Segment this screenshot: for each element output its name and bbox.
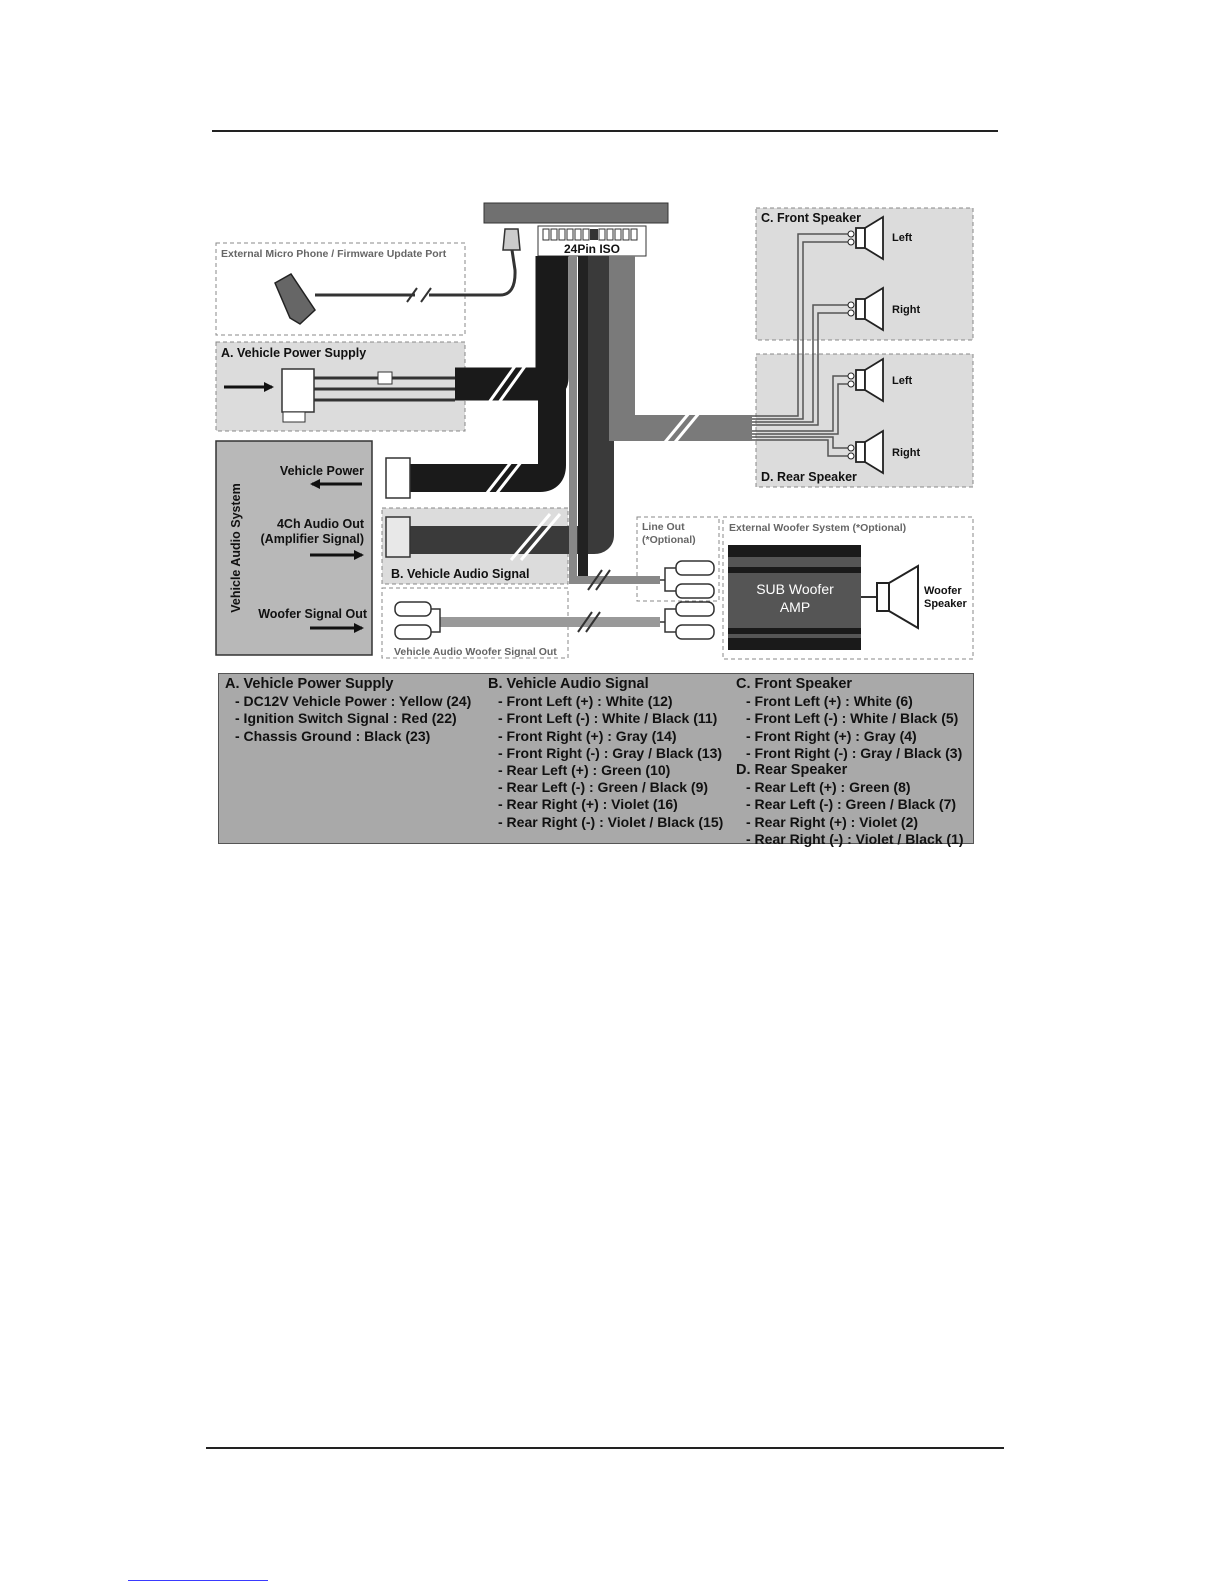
legend-item: - Front Right (-) : Gray / Black (3) — [746, 744, 963, 761]
power-cable — [455, 256, 552, 384]
speaker-harness-cable — [622, 256, 752, 428]
legend-item: - Rear Left (+) : Green (8) — [746, 779, 911, 796]
ext-woofer-label: External Woofer System (*Optional) — [729, 522, 907, 534]
audio-out-plug — [386, 517, 410, 557]
sub-amp-label-1: SUB Woofer — [756, 581, 834, 597]
mic-port-label: External Micro Phone / Firmware Update Port — [221, 248, 447, 260]
mic-plug — [503, 229, 520, 250]
woofer-speaker-label-1: Woofer — [924, 585, 962, 597]
legend-item: - Front Right (-) : Gray / Black (13) — [498, 744, 723, 761]
sub-woofer-amp — [728, 545, 861, 650]
legend-item: - Front Left (+) : White (12) — [498, 693, 673, 710]
front-left-label: Left — [892, 232, 913, 244]
wire-color-legend — [218, 673, 974, 847]
vehicle-power-label: Vehicle Power — [279, 464, 364, 478]
legend-title-d: D. Rear Speaker — [736, 762, 848, 779]
legend-item: - Front Left (-) : White / Black (5) — [746, 710, 959, 727]
legend-column-cd — [736, 676, 964, 848]
rear-speaker-label: D. Rear Speaker — [761, 470, 857, 484]
front-speaker-label: C. Front Speaker — [761, 211, 862, 225]
head-unit — [484, 203, 668, 223]
power-supply-label: A. Vehicle Power Supply — [221, 346, 367, 360]
connector-label: 24Pin ISO — [563, 242, 621, 256]
legend-item: - Rear Right (+) : Violet (16) — [498, 796, 678, 813]
legend-item: - Rear Left (-) : Green / Black (9) — [498, 779, 709, 796]
legend-item: - DC12V Vehicle Power : Yellow (24) — [235, 693, 472, 710]
legend-item: - Front Right (+) : Gray (4) — [746, 727, 917, 744]
sub-amp-label-2: AMP — [779, 599, 811, 615]
woofer-signal-box-label: Vehicle Audio Woofer Signal Out — [394, 646, 557, 658]
connector-key — [590, 229, 598, 240]
legend-item: - Rear Left (-) : Green / Black (7) — [746, 796, 957, 813]
audio-out-label-1: 4Ch Audio Out — [276, 517, 364, 531]
audio-signal-label: B. Vehicle Audio Signal — [391, 567, 530, 581]
woofer-speaker-label-2: Speaker — [924, 598, 967, 610]
legend-item: - Rear Right (+) : Violet (2) — [746, 813, 919, 830]
legend-item: - Front Left (+) : White (6) — [746, 693, 913, 710]
legend-title-c: C. Front Speaker — [736, 676, 853, 692]
vehicle-audio-system-label: Vehicle Audio System — [229, 483, 243, 613]
rear-left-label: Left — [892, 375, 913, 387]
line-out-label-2: (*Optional) — [642, 534, 696, 546]
legend-item: - Rear Right (-) : Violet / Black (15) — [498, 813, 724, 830]
legend-item: - Ignition Switch Signal : Red (22) — [235, 710, 457, 727]
legend-title-a: A. Vehicle Power Supply — [225, 676, 394, 692]
legend-column-a — [225, 676, 471, 745]
legend-column-b — [488, 676, 723, 831]
legend-item: - Chassis Ground : Black (23) — [235, 727, 431, 744]
legend-item: - Front Left (-) : White / Black (11) — [498, 710, 718, 727]
front-right-label: Right — [892, 304, 921, 316]
legend-item: - Rear Right (-) : Violet / Black (1) — [746, 830, 964, 847]
line-out-label-1: Line Out — [642, 521, 685, 533]
legend-item: - Rear Left (+) : Green (10) — [498, 762, 671, 779]
audio-out-label-2: (Amplifier Signal) — [260, 532, 364, 546]
rear-right-label: Right — [892, 447, 921, 459]
legend-item: - Front Right (+) : Gray (14) — [498, 727, 677, 744]
rca-plugs-right — [660, 602, 714, 639]
legend-title-b: B. Vehicle Audio Signal — [488, 676, 649, 692]
woofer-signal-out-label: Woofer Signal Out — [258, 607, 367, 621]
vehicle-power-plug — [386, 458, 410, 498]
power-module — [282, 369, 314, 412]
